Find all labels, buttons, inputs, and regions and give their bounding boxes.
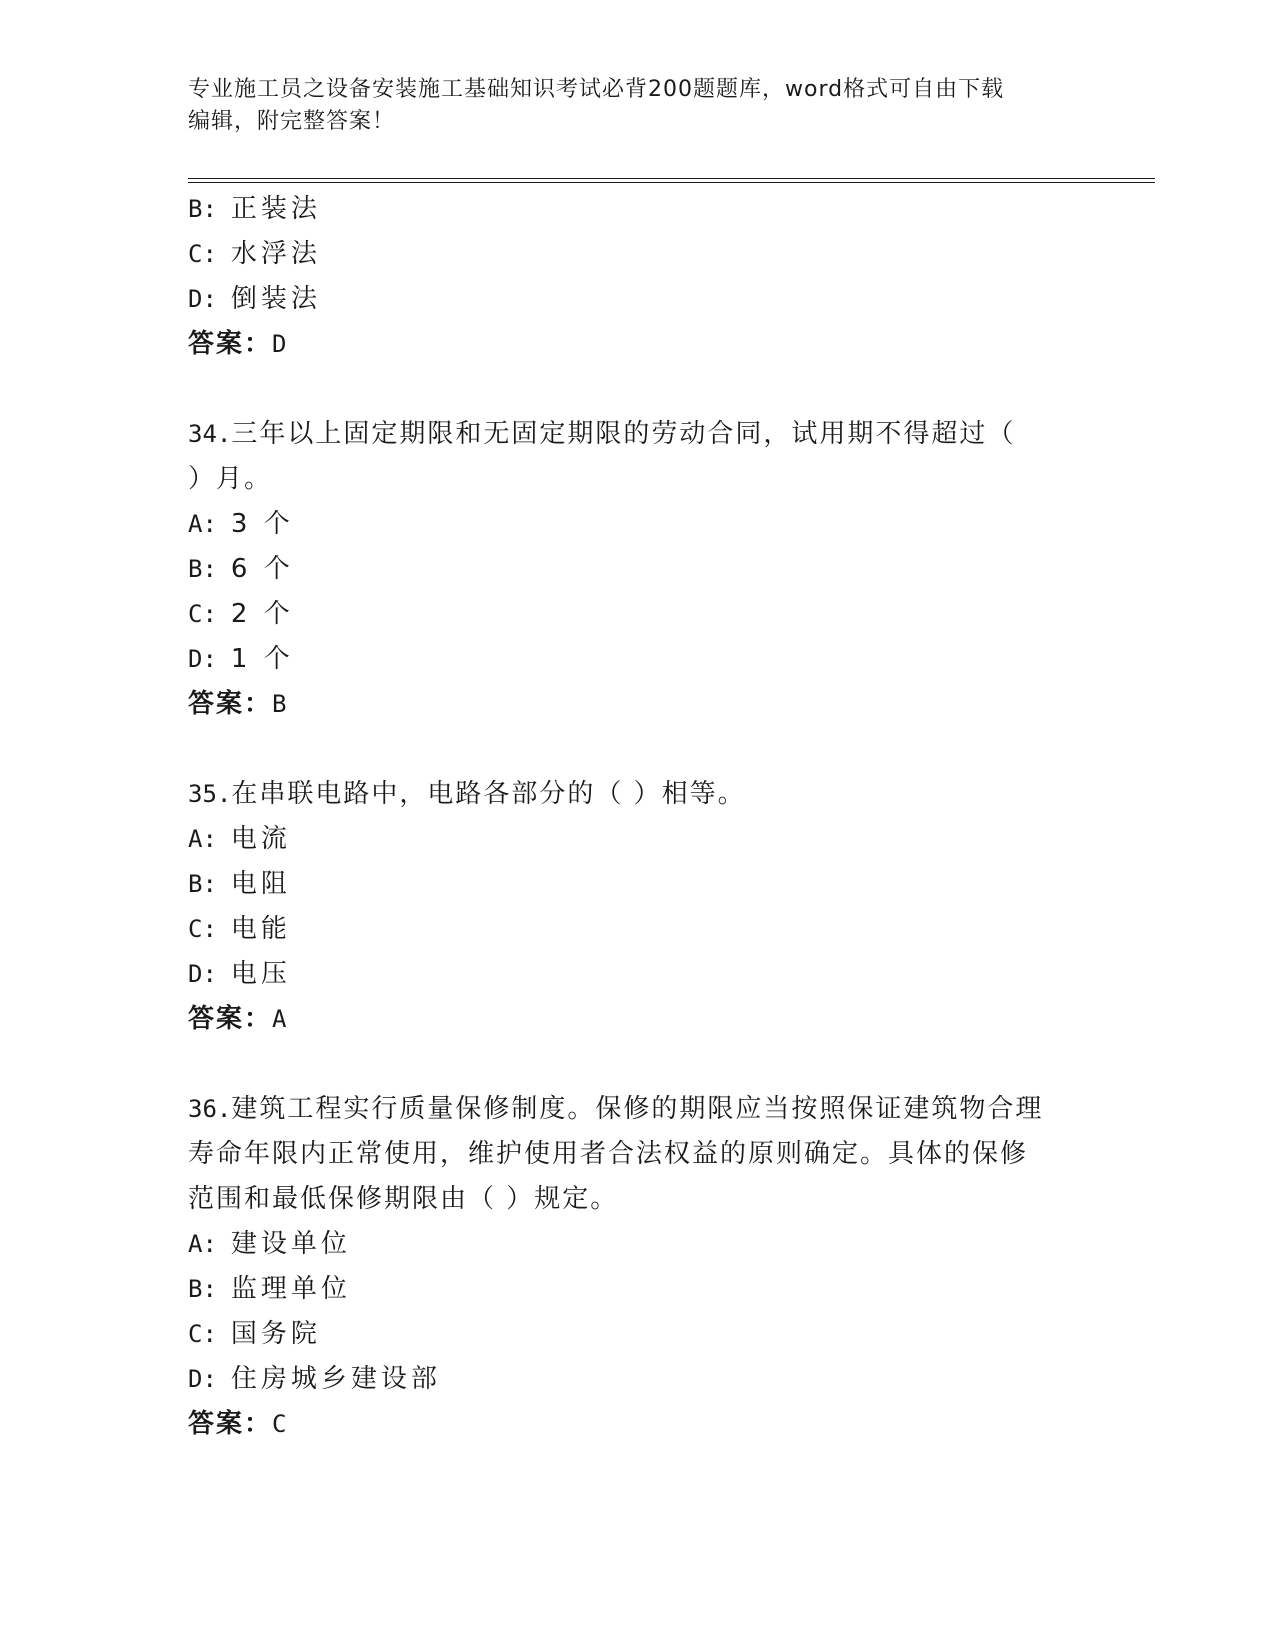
option-b: B: 电阻 [188,869,291,899]
option-c: C: 电能 [188,914,291,944]
answer-line: 答案：B [188,689,289,719]
question-36-text-cont: 寿命年限内正常使用，维护使用者合法权益的原则确定。具体的保修 [188,1139,1029,1169]
option-c: C: 国务院 [188,1319,321,1349]
option-a: A: 电流 [188,824,291,854]
option-a: A: 建设单位 [188,1229,351,1259]
option-d: D: 倒装法 [188,284,321,314]
answer-line: 答案：A [188,1004,289,1034]
header-title-line1: 专业施工员之设备安装施工基础知识考试必背200题题库，word格式可自由下载 [188,77,1005,102]
option-a: A: 3 个 [188,509,294,539]
option-b: B: 6 个 [188,554,294,584]
option-c: C: 2 个 [188,599,294,629]
header-double-rule [188,178,1155,183]
question-36-text-cont: 范围和最低保修期限由（ ）规定。 [188,1184,619,1214]
option-c: C: 水浮法 [188,239,321,269]
header-title-line2: 编辑，附完整答案！ [188,109,396,134]
question-34-text-cont: ）月。 [188,464,273,494]
option-b: B: 监理单位 [188,1274,351,1304]
question-34-text: 34.三年以上固定期限和无固定期限的劳动合同，试用期不得超过（ [188,419,1016,449]
question-35-text: 35.在串联电路中，电路各部分的（ ）相等。 [188,779,746,809]
answer-line: 答案：D [188,329,289,359]
option-d: D: 电压 [188,959,291,989]
option-d: D: 住房城乡建设部 [188,1364,441,1394]
question-36-text: 36.建筑工程实行质量保修制度。保修的期限应当按照保证建筑物合理 [188,1094,1044,1124]
document-header [188,74,1088,138]
option-d: D: 1 个 [188,644,294,674]
answer-line: 答案：C [188,1409,289,1439]
option-b: B: 正装法 [188,194,321,224]
